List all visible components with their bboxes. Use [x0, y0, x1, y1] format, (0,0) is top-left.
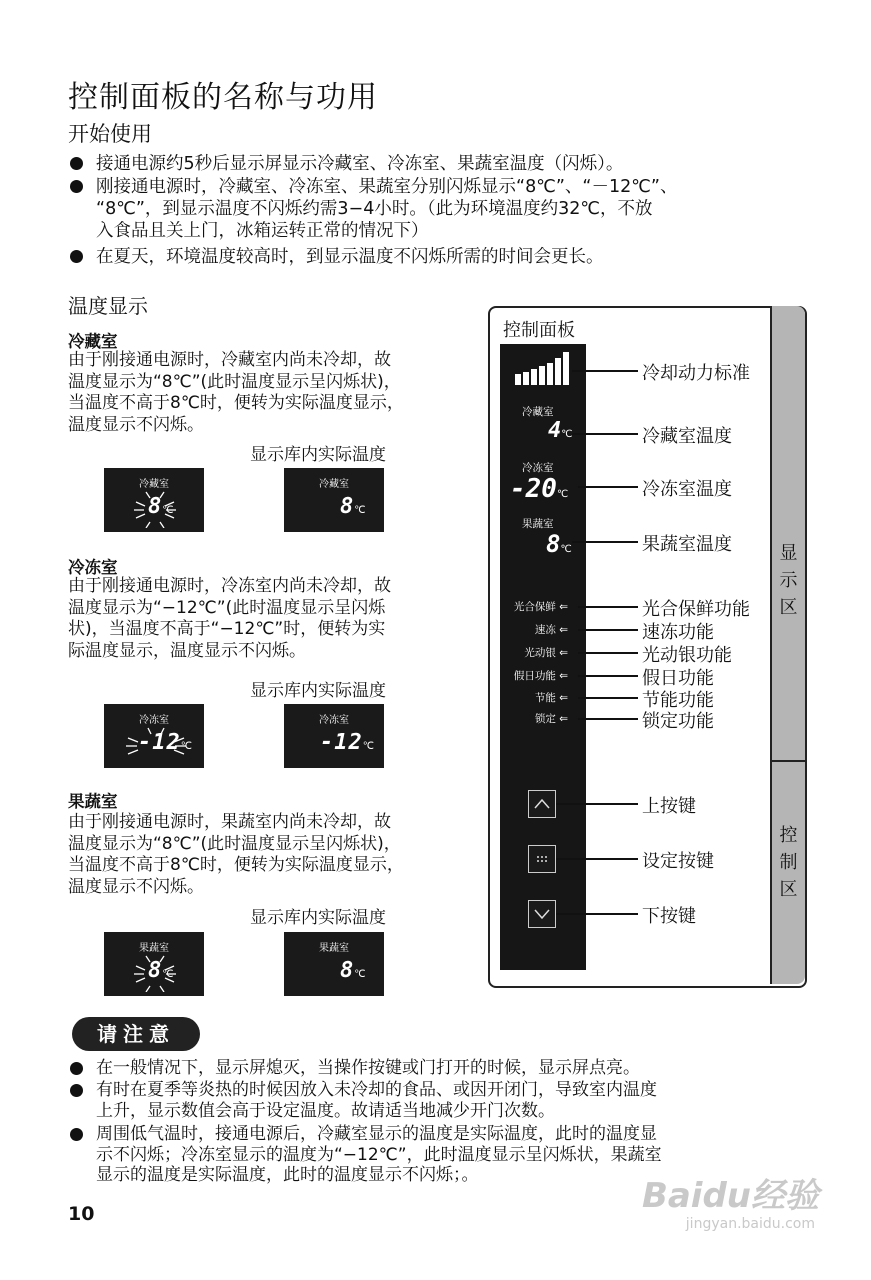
actual-temp-caption: 显示库内实际温度: [250, 908, 386, 928]
veg-blink-display: [104, 932, 204, 996]
control-panel-title: 控制面板: [503, 320, 575, 341]
fridge-actual-display: [284, 468, 384, 532]
annotation-lock: 锁定功能: [642, 711, 714, 732]
actual-value: -12℃: [320, 730, 375, 755]
display-zone-label: 显 示 区: [779, 543, 798, 618]
page-title: 控制面板的名称与功用: [68, 80, 378, 115]
fn-label-silver: 光动银 ⇐: [524, 647, 568, 659]
chevron-up-icon: [529, 791, 555, 817]
leader-line: [578, 718, 638, 720]
freezer-actual-display: [284, 704, 384, 768]
display-label: 冷冻室: [139, 715, 169, 726]
veg-description: 由于刚接通电源时，果蔬室内尚未冷却，故 温度显示为“8℃”(此时温度显示呈闪烁状)， 当温度不高于8℃时，便转为实际温度显示， 温度显示不闪烁。: [68, 812, 404, 897]
leader-line: [572, 541, 638, 543]
fridge-blink-display: [104, 468, 204, 532]
fn-label-photosynthesis: 光合保鲜 ⇐: [513, 601, 568, 613]
zone-divider: [772, 760, 805, 762]
leader-line: [578, 675, 638, 677]
notice-bullet-3: 周围低气温时，接通电源后，冷藏室显示的温度是实际温度，此时的温度显 示不闪烁；冷冻室显示的温度为“−12℃”，此时温度显示呈闪烁状，果蔬室 显示的温度是实际温度，此时的温度显示不闪烁；。: [96, 1124, 816, 1186]
cooling-level-icon: [515, 352, 571, 386]
bullet-dot: [70, 1062, 83, 1075]
leader-line: [578, 629, 638, 631]
down-button[interactable]: [528, 900, 556, 928]
annotation-freezer-temp: 冷冻室温度: [642, 479, 732, 500]
annotation-holiday: 假日功能: [642, 668, 714, 689]
notice-badge: 请注意: [72, 1017, 200, 1051]
start-bullet-2: 刚接通电源时，冷藏室、冷冻室、果蔬室分别闪烁显示“8℃”、“－12℃”、 “8℃”，到显示温度不闪烁约需3−4小时。（此为环境温度约32℃，不放 入食品且关上门，冰箱运转正常的情况下）: [96, 176, 816, 242]
veg-actual-display: [284, 932, 384, 996]
display-label: 冷藏室: [139, 479, 169, 490]
freezer-blink-display: [104, 704, 204, 768]
notice-bullet-2: 有时在夏季等炎热的时候因放入未冷却的食品、或因开闭门，导致室内温度 上升，显示数值会高于设定温度。故请适当地减少开门次数。: [96, 1080, 816, 1121]
fn-label-lock: 锁定 ⇐: [534, 713, 568, 725]
up-button[interactable]: [528, 790, 556, 818]
annotation-veg-temp: 果蔬室温度: [642, 534, 732, 555]
annotation-quickfreeze: 速冻功能: [642, 622, 714, 643]
bullet-dot: [70, 1128, 83, 1141]
blink-value: -12℃: [138, 730, 193, 755]
panel-veg-label: 果蔬室: [522, 518, 554, 530]
fridge-section-title: 冷藏室: [68, 332, 118, 351]
baidu-watermark-url: jingyan.baidu.com: [685, 1216, 815, 1232]
leader-line: [572, 370, 638, 372]
annotation-cooling: 冷却动力标准: [642, 363, 750, 384]
bullet-dot: [70, 250, 83, 263]
panel-freezer-temp: -20℃: [510, 474, 569, 504]
panel-fridge-label: 冷藏室: [522, 406, 554, 418]
baidu-watermark-logo: Baidu经验: [641, 1176, 819, 1216]
freezer-description: 由于刚接通电源时，冷冻室内尚未冷却，故 温度显示为“−12℃”(此时温度显示呈闪烁 状)，当温度不高于“−12℃”时，便转为实 际温度显示，温度显示不闪烁。: [68, 576, 391, 661]
bullet-dot: [70, 1084, 83, 1097]
fridge-description: 由于刚接通电源时，冷藏室内尚未冷却，故 温度显示为“8℃”(此时温度显示呈闪烁状)， 当温度不高于8℃时，便转为实际温度显示， 温度显示不闪烁。: [68, 350, 404, 435]
control-zone-label: 控 制 区: [779, 825, 798, 900]
panel-freezer-label: 冷冻室: [522, 462, 554, 474]
leader-line: [556, 913, 638, 915]
notice-bullet-1: 在一般情况下，显示屏熄灭，当操作按键或门打开的时候，显示屏点亮。: [96, 1058, 816, 1079]
blink-value: 8℃: [148, 494, 175, 519]
annotation-fridge-temp: 冷藏室温度: [642, 426, 732, 447]
annotation-down-key: 下按键: [642, 906, 696, 927]
actual-temp-caption: 显示库内实际温度: [250, 445, 386, 465]
leader-line: [578, 697, 638, 699]
start-bullet-1: 接通电源约5秒后显示屏显示冷藏室、冷冻室、果蔬室温度（闪烁）。: [96, 153, 816, 175]
fn-label-eco: 节能 ⇐: [534, 692, 568, 704]
leader-line: [578, 486, 638, 488]
display-label: 冷藏室: [319, 479, 349, 490]
annotation-silver: 光动银功能: [642, 645, 732, 666]
chevron-down-icon: [529, 901, 555, 927]
annotation-eco: 节能功能: [642, 690, 714, 711]
veg-section-title: 果蔬室: [68, 792, 118, 811]
fn-label-quickfreeze: 速冻 ⇐: [534, 624, 568, 636]
leader-line: [572, 433, 638, 435]
actual-temp-caption: 显示库内实际温度: [250, 681, 386, 701]
panel-veg-temp: 8℃: [546, 530, 572, 558]
blink-value: 8℃: [148, 958, 175, 983]
display-label: 冷冻室: [319, 715, 349, 726]
start-bullet-3: 在夏天，环境温度较高时，到显示温度不闪烁所需的时间会更长。: [96, 246, 816, 268]
dots-grid-icon: [529, 846, 555, 872]
leader-line: [556, 858, 638, 860]
fn-label-holiday: 假日功能 ⇐: [513, 670, 568, 682]
annotation-up-key: 上按键: [642, 796, 696, 817]
actual-value: 8℃: [340, 494, 367, 519]
leader-line: [578, 606, 638, 608]
leader-line: [578, 652, 638, 654]
leader-line: [556, 803, 638, 805]
actual-value: 8℃: [340, 958, 367, 983]
freezer-section-title: 冷冻室: [68, 558, 118, 577]
temp-display-heading: 温度显示: [68, 294, 148, 318]
page-number: 10: [68, 1203, 95, 1225]
set-button[interactable]: [528, 845, 556, 873]
annotation-photosynthesis: 光合保鲜功能: [642, 599, 750, 620]
start-heading: 开始使用: [68, 122, 152, 146]
display-label: 果蔬室: [319, 943, 349, 954]
bullet-dot: [70, 180, 83, 193]
panel-fridge-temp: 4℃: [548, 418, 573, 443]
display-label: 果蔬室: [139, 943, 169, 954]
bullet-dot: [70, 157, 83, 170]
annotation-set-key: 设定按键: [642, 851, 714, 872]
